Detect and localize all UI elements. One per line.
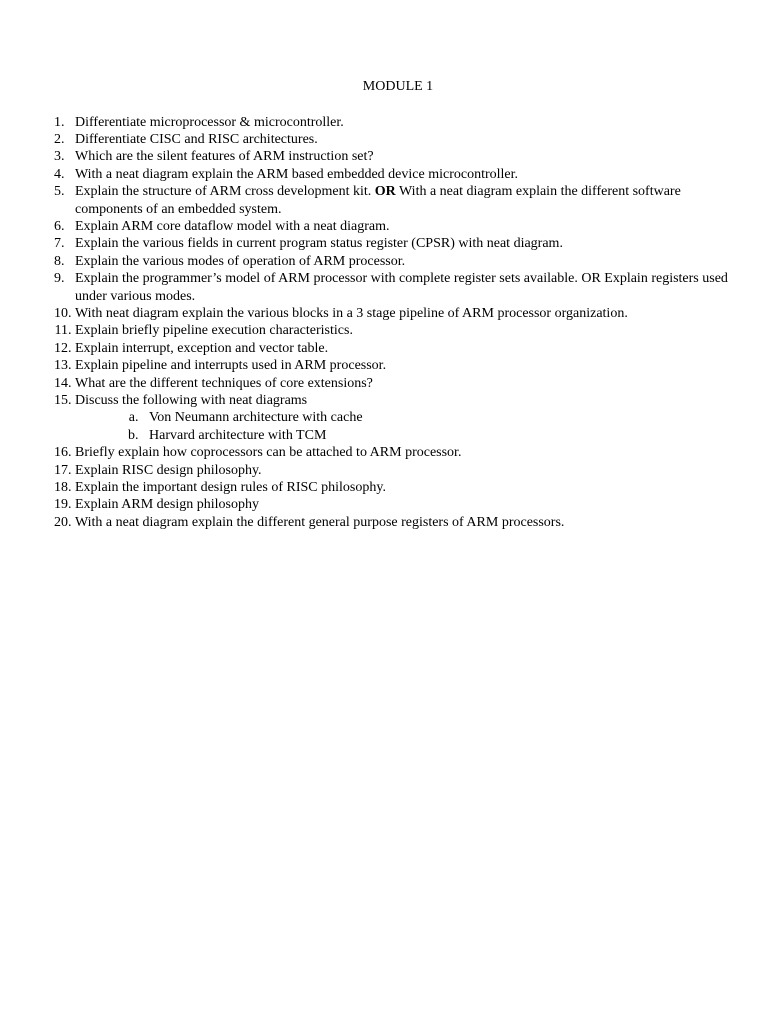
question-text [75,183,746,218]
question-text: Explain ARM design philosophy [75,497,259,513]
question-text: Explain briefly pipeline execution characteristics. [75,323,353,339]
question-text: Differentiate CISC and RISC architectures. [75,131,318,147]
question-item [46,131,746,148]
question-item [46,444,746,461]
question-number: 16. [54,445,72,461]
question-number: 5. [54,184,65,200]
sub-question-label: b. [128,427,139,443]
question-number: 10. [54,305,72,321]
question-text-part: Discuss the following with neat diagrams [75,393,308,408]
question-number: 9. [54,271,65,287]
question-text: Explain interrupt, exception and vector table. [75,340,329,356]
question-number: 8. [54,253,65,269]
question-item [46,148,746,165]
question-text: What are the different techniques of core extensions? [75,375,373,391]
question-item [46,183,746,218]
question-text: Explain the various fields in current program status register (CPSR) with neat diagram. [75,236,563,252]
question-item [46,392,746,444]
question-number: 18. [54,480,72,496]
question-item [46,375,746,392]
question-number: 19. [54,497,72,513]
question-item [46,462,746,479]
question-item [46,305,746,322]
question-item [46,218,746,235]
question-number: 12. [54,340,72,356]
question-text: Explain ARM core dataflow model with a neat diagram. [75,218,390,234]
question-text: Explain pipeline and interrupts used in ARM processor. [75,358,387,374]
question-number: 20. [54,514,72,530]
question-number: 15. [54,393,72,408]
sub-question-item [75,427,746,444]
question-item [46,496,746,513]
sub-question-item [75,409,746,426]
question-item [46,114,746,131]
question-item [46,166,746,183]
question-item [46,322,746,339]
question-number: 4. [54,166,65,182]
question-text: With a neat diagram explain the different general purpose registers of ARM processors. [75,514,565,530]
question-number: 1. [54,114,65,130]
sub-question-list [75,409,746,444]
question-text: With a neat diagram explain the ARM based embedded device microcontroller. [75,166,519,182]
sub-question-text: Harvard architecture with TCM [149,427,327,443]
question-item [46,270,746,305]
or-emphasis: OR [374,184,396,200]
question-text: Explain RISC design philosophy. [75,462,262,478]
question-item [46,340,746,357]
question-item [46,253,746,270]
question-text: Differentiate microprocessor & microcontroller. [75,114,344,130]
question-number: 13. [54,358,72,374]
question-number: 11. [54,323,72,339]
question-number: 3. [54,149,65,165]
question-number: 14. [54,375,72,391]
question-text-part: Explain the structure of ARM cross development kit. [75,184,375,200]
sub-question-text: Von Neumann architecture with cache [149,410,363,426]
question-text: With neat diagram explain the various blocks in a 3 stage pipeline of ARM processor organization. [75,305,628,321]
question-number: 7. [54,236,65,252]
question-item [46,479,746,496]
question-text: Which are the silent features of ARM instruction set? [75,149,374,165]
page-title: MODULE 1 [362,79,434,94]
sub-question-label: a. [128,410,139,426]
question-item [46,357,746,374]
question-number: 2. [54,131,65,147]
question-text: Explain the various modes of operation of ARM processor. [75,253,406,269]
question-number: 17. [54,462,72,478]
question-item [46,235,746,252]
question-text: Explain the programmer’s model of ARM processor with complete register sets available. OR Explain registers used under various modes. [75,271,728,304]
question-text [75,392,746,444]
question-number: 6. [54,218,65,234]
question-text: Explain the important design rules of RISC philosophy. [75,480,386,496]
question-text-part: With a neat diagram explain the different software components of an embedded system. [75,184,681,217]
question-list [46,114,746,532]
question-item [46,514,746,531]
question-text: Briefly explain how coprocessors can be attached to ARM processor. [75,445,462,461]
